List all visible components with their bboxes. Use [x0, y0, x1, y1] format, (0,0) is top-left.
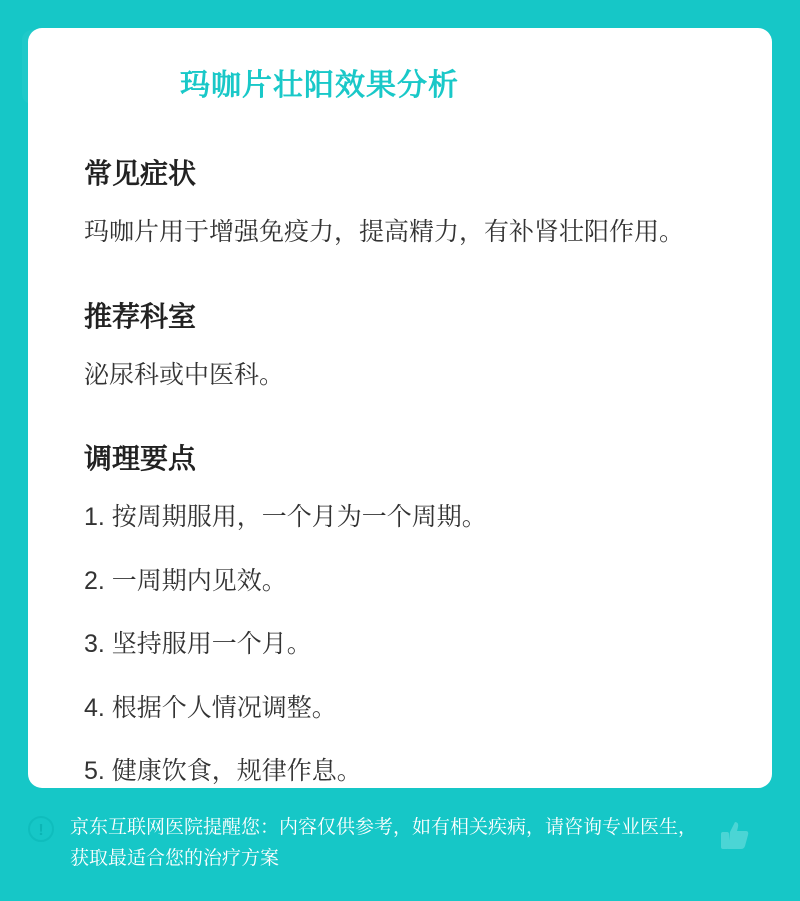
- section-heading-department: 推荐科室: [84, 300, 197, 332]
- list-item: 4. 根据个人情况调整。: [84, 693, 337, 722]
- list-item: 2. 一周期内见效。: [84, 566, 287, 595]
- thumbs-up-icon[interactable]: [718, 818, 752, 857]
- disclaimer-text: 京东互联网医院提醒您：内容仅供参考，如有相关疾病，请咨询专业医生，获取最适合您的治疗方案: [70, 817, 698, 870]
- tips-list: [84, 499, 738, 791]
- section-heading-tips: 调理要点: [84, 443, 197, 474]
- content-card: [28, 28, 772, 788]
- footer-disclaimer: [28, 812, 772, 875]
- section-heading-symptoms: 常见症状: [84, 158, 197, 189]
- section-text-symptoms: 玛咖片用于增强免疫力，提高精力，有补肾壮阳作用。: [84, 218, 685, 246]
- list-item: 3. 坚持服用一个月。: [84, 630, 312, 658]
- list-item: 1. 按周期服用，一个月为一个周期。: [84, 503, 487, 531]
- section-text-department: 泌尿科或中医科。: [84, 360, 285, 389]
- info-icon: !: [28, 816, 54, 842]
- page-title: 玛咖片壮阳效果分析: [180, 69, 459, 102]
- list-item: 5. 健康饮食，规律作息。: [84, 757, 362, 785]
